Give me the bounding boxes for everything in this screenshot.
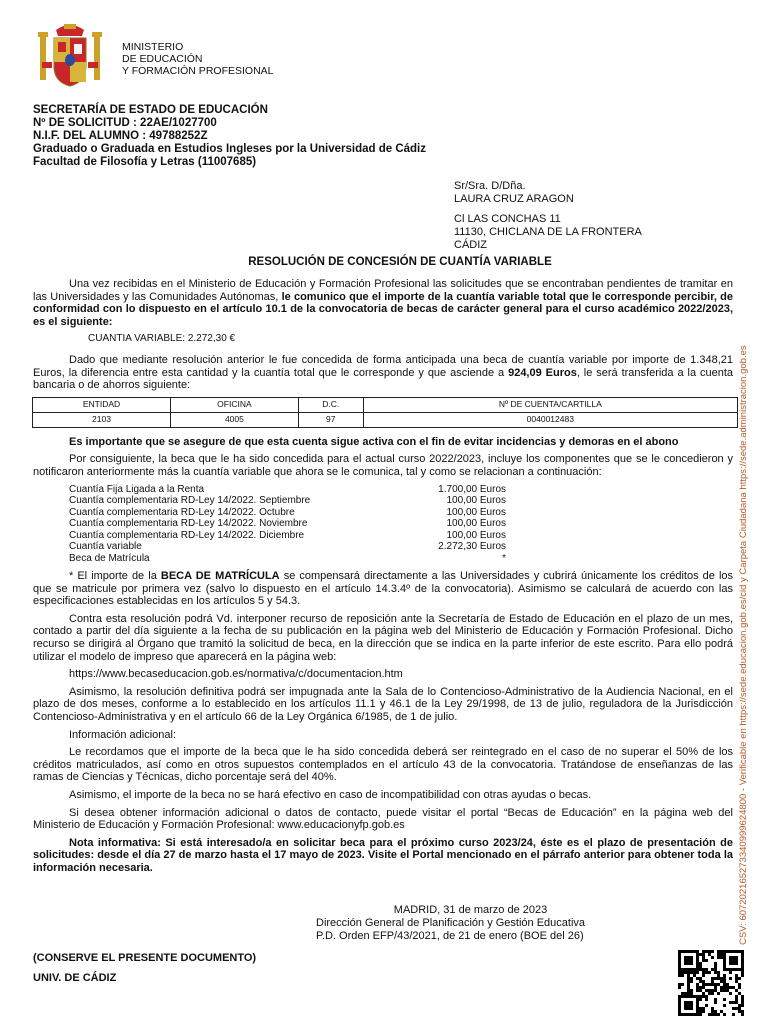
list-item: Cuantía complementaria RD-Ley 14/2022. Noviembre 100,00 Euros — [69, 518, 506, 530]
table-cell: 4005 — [171, 412, 299, 427]
document-title: RESOLUCIÓN DE CONCESIÓN DE CUANTÍA VARIABLE — [248, 256, 552, 268]
list-item: Cuantía Fija Ligada a la Renta 1.700,00 Euros — [69, 483, 506, 495]
bank-account-table — [32, 397, 738, 428]
info-label: Información adicional: — [69, 728, 177, 741]
paragraph-reintegro: Le recordamos que el importe de la beca que le ha sido concedida deberá ser reintegrado en el caso de no superar el 50% de los créditos matriculados, así como en otros supuestos contemplados en el artículo 43 de la convocatoria. Tratándose de enseñanzas de las ramas de Ciencias y Técnicas, dicho porcentaje será del 40%. — [33, 746, 733, 784]
coat-of-arms-logo — [38, 22, 102, 90]
document-header — [33, 104, 426, 169]
paragraph-components: Por consiguiente, la beca que le ha sido concedida para el actual curso 2022/2023, incluye los componentes que se le concedieron y notificaron anteriormente más la cuantía variable que ahora se le comunica, tal y como se relacionan a continuación: — [33, 453, 733, 478]
degree: Graduado o Graduada en Estudios Ingleses por la Universidad de Cádiz — [33, 143, 427, 155]
important-note: Es importante que se asegure de que esta cuenta sigue activa con el fin de evitar incidencias y demoras en el abono — [69, 435, 679, 448]
secretaria: SECRETARÍA DE ESTADO DE EDUCACIÓN — [33, 104, 268, 116]
document-footer: (CONSERVE EL PRESENTE DOCUMENTO) UNIV. DE CÁDIZ — [33, 952, 257, 984]
paragraph-intro: Una vez recibidas en el Ministerio de Educación y Formación Profesional las solicitudes que se encontraban pendientes de tramitar en las Universidades y las Comunidades Autónomas, le comunico que el importe de la cuantía variable total que le corresponde percibir, de conformidad con lo dispuesto en el artículo 10.1 de la convocatoria de becas de carácter general para el curso académico 2022/2023, es el siguiente: — [33, 278, 733, 328]
signature-date: MADRID, 31 de marzo de 2023 — [393, 904, 548, 916]
cuantia-variable: CUANTIA VARIABLE: 2.272,30 € — [88, 333, 236, 345]
paragraph-nota: Nota informativa: Si está interesado/a en solicitar beca para el próximo curso 2023/24, éste es el plazo de presentación de solicitudes: desde el día 27 de marzo hasta el 17 mayo de 2023. Visite el Portal mencionado en el párrafo anterior para obtener toda la información necesaria. — [33, 836, 733, 874]
table-header: ENTIDAD — [33, 397, 171, 412]
list-item: Cuantía variable 2.272,30 Euros — [69, 541, 506, 553]
signature-block: MADRID, 31 de marzo de 2023 Dirección General de Planificación y Gestión Educativa P.D. Orden EFP/43/2021, de 21 de enero (BOE del 26) — [316, 904, 586, 942]
list-item: Cuantía complementaria RD-Ley 14/2022. Diciembre 100,00 Euros — [69, 529, 506, 541]
nif: N.I.F. DEL ALUMNO : 49788252Z — [33, 130, 208, 142]
ministry-name: MINISTERIO DE EDUCACIÓN Y FORMACIÓN PROFESIONAL — [122, 41, 274, 77]
table-header: D.C. — [298, 397, 363, 412]
components-list — [69, 484, 733, 565]
faculty: Facultad de Filosofía y Letras (11007685) — [33, 156, 257, 168]
solicitud-number: Nº DE SOLICITUD : 22AE/1027700 — [33, 117, 217, 129]
paragraph-transfer: Dado que mediante resolución anterior le fue concedida de forma anticipada una beca de cuantía variable por importe de 1.348,21 Euros, la diferencia entre esta cantidad y la cuantía total que le corresponde y que asciende a 924,09 Euros, le será transferida a la cuenta bancaria o de ahorros siguiente: — [33, 353, 733, 392]
recipient-name: LAURA CRUZ ARAGON — [454, 193, 574, 205]
document-body — [33, 278, 733, 880]
table-cell: 0040012483 — [363, 412, 737, 427]
recipient-address: Sr/Sra. D/Dña. LAURA CRUZ ARAGON Cl LAS CONCHAS 11 11130, CHICLANA DE LA FRONTERA CÁDIZ — [454, 180, 642, 251]
normativa-link[interactable]: https://www.becaseducacion.gob.es/normativa/c/documentacion.htm — [69, 668, 403, 681]
qr-code-icon — [678, 950, 744, 1016]
table-header: OFICINA — [171, 397, 299, 412]
csv-verification-text: CSV: 607202165273340999624800 - Verificable en https://sede.educacion.gob.es/cid y Carpeta Ciudadana https://sede.administracion.gob.es — [738, 345, 749, 945]
table-cell: 2103 — [33, 412, 171, 427]
paragraph-recurso: Contra esta resolución podrá Vd. interponer recurso de reposición ante la Secretaría de Estado de Educación en el plazo de un mes, contado a partir del día siguiente a la fecha de su publicación en la página web del Ministerio de Educación y Formación Profesional. Dicho recurso se dirigirá al Órgano que tramitó la solicitud de beca, en la dirección que se indica en la parte inferior de este escrito. Para ello podrá utilizar el modelo de impreso que aparecerá en la página web: — [33, 612, 733, 663]
paragraph-contacto: Si desea obtener información adicional o datos de contacto, puede visitar el portal “Becas de Educación” en la página web del Ministerio de Educación y Formación Profesional: www.educacionyfp.gob.es — [33, 806, 733, 832]
table-header: Nº DE CUENTA/CARTILLA — [363, 397, 737, 412]
paragraph-impugnacion: Asimismo, la resolución definitiva podrá ser impugnada ante la Sala de lo Contencioso-Administrativo de la Audiencia Nacional, en el plazo de dos meses, conforme a lo establecido en los artículos 11.1 y 46.1 de la Ley 29/1998, de 13 de julio, reguladora de la Jurisdicción Contencioso-Administrativa y en el artículo 66 de la Ley Orgánica 6/1985, de 1 de julio. — [33, 685, 733, 723]
list-item: Beca de Matrícula * — [69, 552, 506, 564]
list-item: Cuantía complementaria RD-Ley 14/2022. Octubre 100,00 Euros — [69, 506, 506, 518]
paragraph-matricula: * El importe de la BECA DE MATRÍCULA se compensará directamente a las Universidades y cubrirá únicamente los créditos de los que se matricule por primera vez (salvo lo dispuesto en el artículo 14.3.4º de la convocatoria). Asimismo se calculará de acuerdo con las especificaciones establecidas en los artículos 5 y 54.3. — [33, 570, 734, 608]
list-item: Cuantía complementaria RD-Ley 14/2022. Septiembre 100,00 Euros — [69, 495, 506, 507]
paragraph-incompatibilidad: Asimismo, el importe de la beca no se hará efectivo en caso de incompatibilidad con otras ayudas o becas. — [69, 788, 592, 801]
table-cell: 97 — [298, 412, 363, 427]
